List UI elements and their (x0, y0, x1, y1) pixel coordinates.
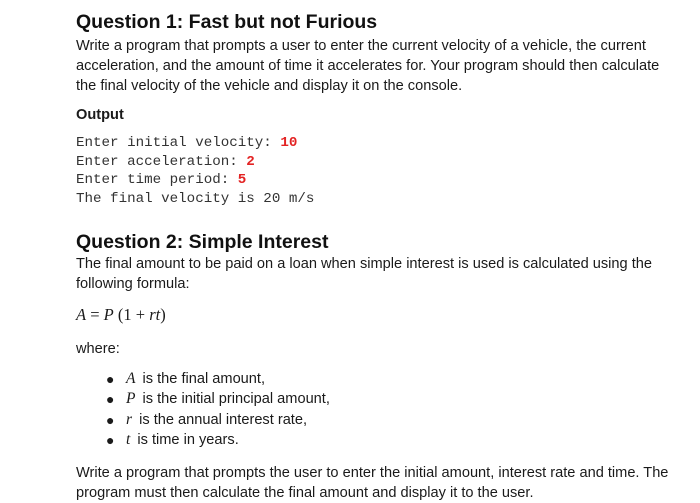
formula-rt: rt (149, 304, 161, 324)
where-label: where: (76, 340, 120, 357)
console-result: The final velocity is 20 m/s (76, 191, 315, 208)
bullet-icon: ● (106, 411, 115, 428)
list-item (106, 430, 676, 451)
question-1-title: Question 1: Fast but not Furious (76, 11, 378, 33)
question-2-title: Question 2: Simple Interest (76, 230, 329, 253)
console-line (76, 134, 676, 153)
variable-description: is the initial principal amount, (142, 391, 330, 408)
variable-description: is the annual interest rate, (139, 411, 308, 428)
console-value: 2 (246, 153, 255, 170)
variable-symbol: t (126, 431, 131, 449)
interest-formula (76, 304, 676, 326)
bullet-icon: ● (106, 370, 115, 387)
question-1-body: Write a program that prompts a user to enter the current velocity of a vehicle, the current acceleration, and the amount of time it accelerates for. Your program should then calculate the final velocity of the vehicle and display it on the console. (76, 38, 660, 94)
console-prompt: Enter initial velocity: (76, 135, 281, 151)
variable-symbol: r (126, 410, 133, 428)
variable-symbol: P (126, 390, 136, 408)
console-line (76, 153, 676, 172)
formula-lhs: A (76, 304, 87, 324)
variable-description: is time in years. (137, 432, 239, 449)
variable-list (76, 369, 676, 451)
formula-principal: P (103, 304, 114, 324)
formula-open: (1 + (113, 304, 150, 324)
console-line (76, 171, 676, 190)
formula-close: ) (160, 304, 166, 324)
variable-symbol: A (126, 369, 136, 387)
console-prompt: Enter time period: (76, 172, 238, 189)
list-item (106, 369, 676, 390)
output-heading: Output (76, 107, 124, 123)
console-prompt: Enter acceleration: (76, 153, 247, 170)
document-page (76, 8, 676, 503)
console-value: 5 (237, 172, 247, 189)
console-output (76, 134, 676, 209)
console-value: 10 (280, 135, 298, 151)
bullet-icon: ● (106, 391, 115, 408)
question-2-instructions: Write a program that prompts the user to enter the initial amount, interest rate and time. The program must then calculate the final amount and display it to the user. (76, 464, 669, 501)
console-line (76, 190, 676, 209)
list-item (106, 410, 676, 431)
list-item (106, 389, 676, 410)
formula-equals: = (86, 304, 104, 324)
bullet-icon: ● (106, 432, 115, 449)
question-2-body: The final amount to be paid on a loan when simple interest is used is calculated using the following formula: (76, 255, 652, 292)
variable-description: is the final amount, (142, 370, 266, 387)
